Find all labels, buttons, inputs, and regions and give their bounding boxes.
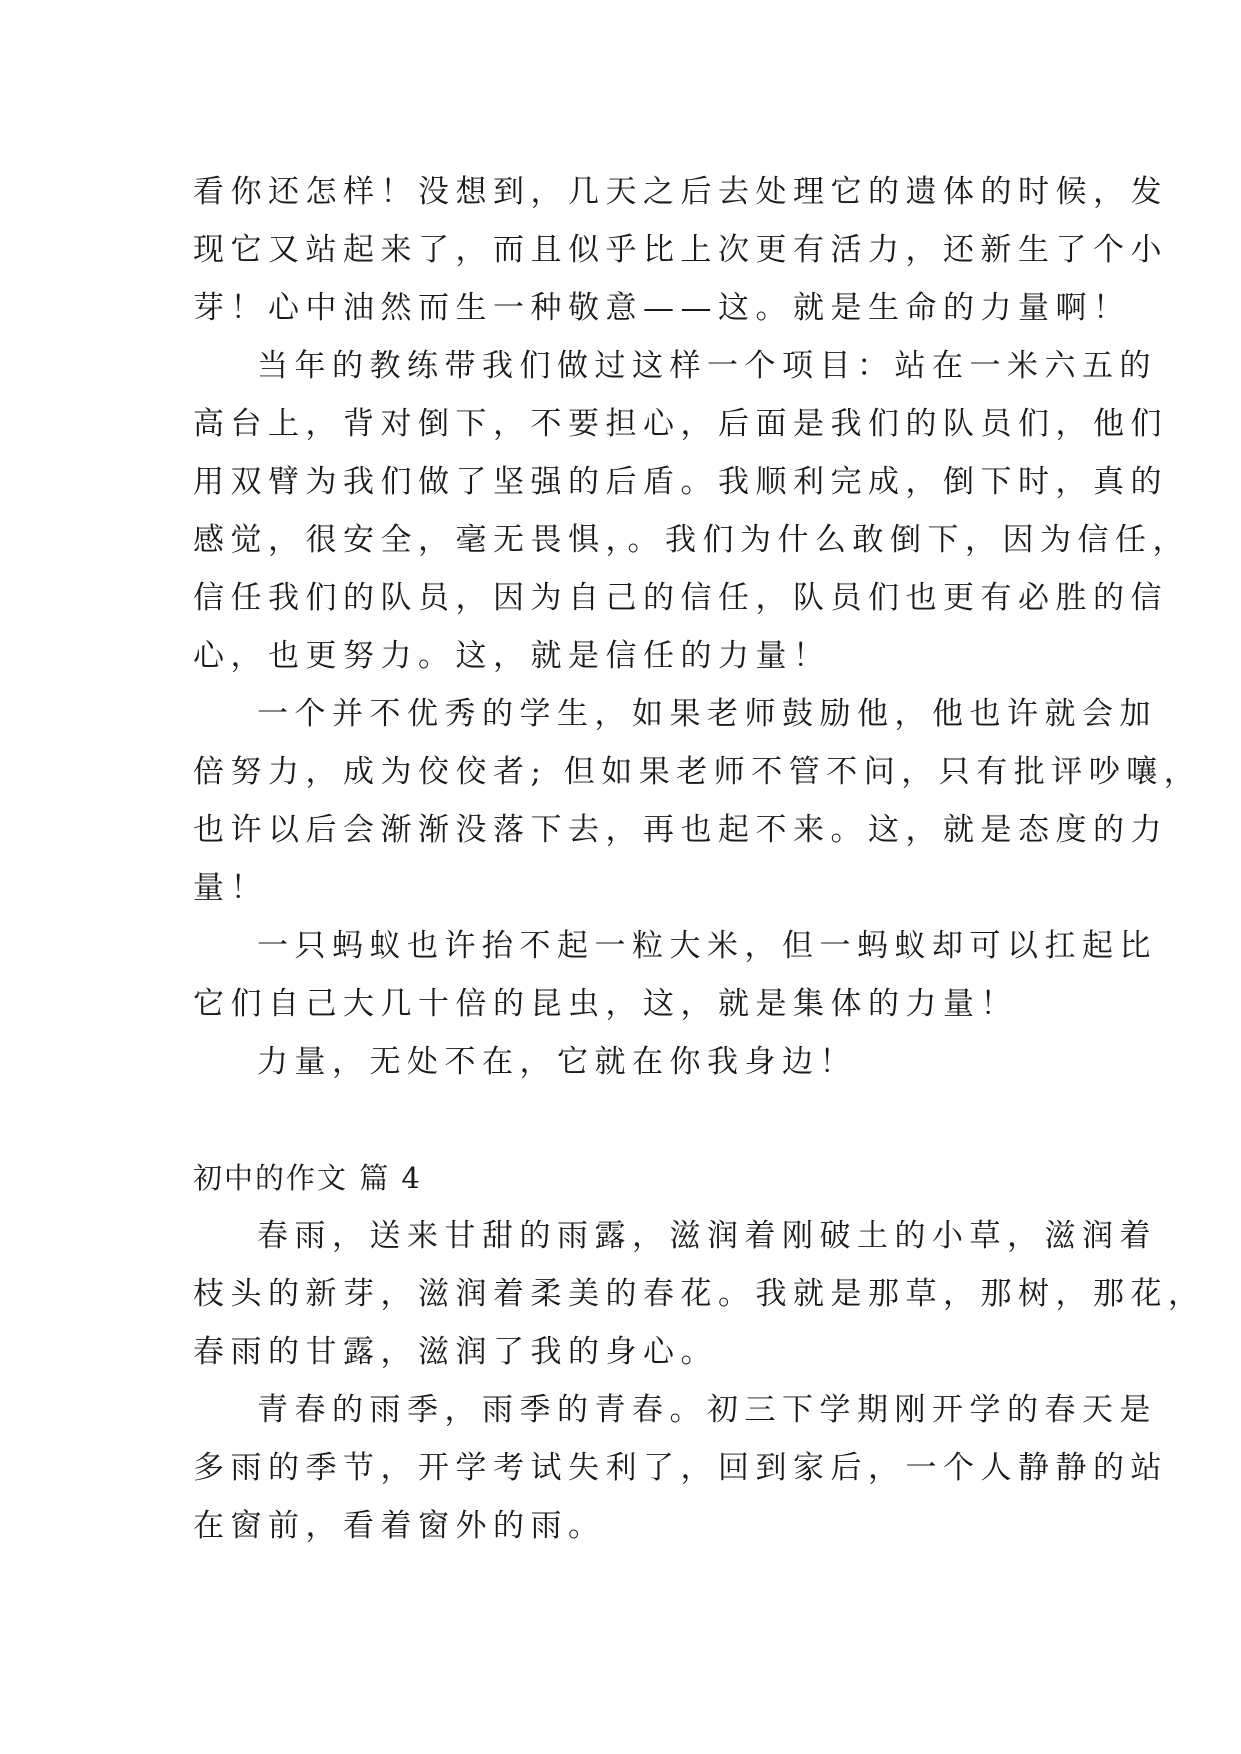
text-line: 力量，无处不在，它就在你我身边！ — [257, 1044, 857, 1080]
text-line: 多雨的季节，开学考试失利了，回到家后，一个人静静的站 — [193, 1450, 1168, 1486]
text-line: 青春的雨季，雨季的青春。初三下学期刚开学的春天是 — [257, 1392, 1157, 1428]
paragraph — [193, 685, 1202, 917]
paragraph — [193, 1381, 1168, 1555]
text-line: 高台上，背对倒下，不要担心，后面是我们的队员们，他们 — [193, 406, 1168, 442]
paragraph — [193, 1207, 1206, 1381]
text-line: 量！ — [193, 870, 268, 906]
essay-body-after — [193, 1207, 1206, 1555]
text-line: 枝头的新芽，滋润着柔美的春花。我就是那草，那树，那花， — [193, 1276, 1206, 1312]
section-heading: 初中的作文 篇 4 — [193, 1161, 422, 1195]
text-line: 春雨，送来甘甜的雨露，滋润着刚破土的小草，滋润着 — [257, 1218, 1157, 1254]
text-line: 当年的教练带我们做过这样一个项目：站在一米六五的 — [257, 348, 1157, 384]
paragraph — [193, 163, 1168, 337]
text-line: 一个并不优秀的学生，如果老师鼓励他，他也许就会加 — [257, 696, 1157, 732]
essay-body-before — [193, 163, 1202, 1091]
text-line: 一只蚂蚁也许抬不起一粒大米，但一蚂蚁却可以扛起比 — [257, 928, 1157, 964]
text-line: 倍努力，成为佼佼者; 但如果老师不管不问，只有批评吵嚷， — [193, 754, 1202, 790]
text-line: 春雨的甘露，滋润了我的身心。 — [193, 1334, 718, 1370]
text-line: 用双臂为我们做了坚强的后盾。我顺利完成，倒下时，真的 — [193, 464, 1168, 500]
text-line: 信任我们的队员，因为自己的信任，队员们也更有必胜的信 — [193, 580, 1168, 616]
paragraph — [193, 1033, 1053, 1091]
text-line: 心，也更努力。这，就是信任的力量！ — [193, 638, 831, 674]
text-line: 现它又站起来了，而且似乎比上次更有活力，还新生了个小 — [193, 232, 1168, 268]
text-line: 在窗前，看着窗外的雨。 — [193, 1508, 606, 1544]
text-line: 感觉，很安全，毫无畏惧，。我们为什么敢倒下，因为信任， — [193, 522, 1190, 558]
text-line: 看你还怎样！没想到，几天之后去处理它的遗体的时候，发 — [193, 174, 1168, 210]
paragraph — [193, 337, 1190, 685]
document-page — [193, 163, 1206, 1555]
text-line: 它们自己大几十倍的昆虫，这，就是集体的力量！ — [193, 986, 1018, 1022]
text-line: 也许以后会渐渐没落下去，再也起不来。这，就是态度的力 — [193, 812, 1168, 848]
paragraph — [193, 917, 1157, 1033]
text-line: 芽！心中油然而生一种敬意——这。就是生命的力量啊！ — [193, 290, 1131, 326]
